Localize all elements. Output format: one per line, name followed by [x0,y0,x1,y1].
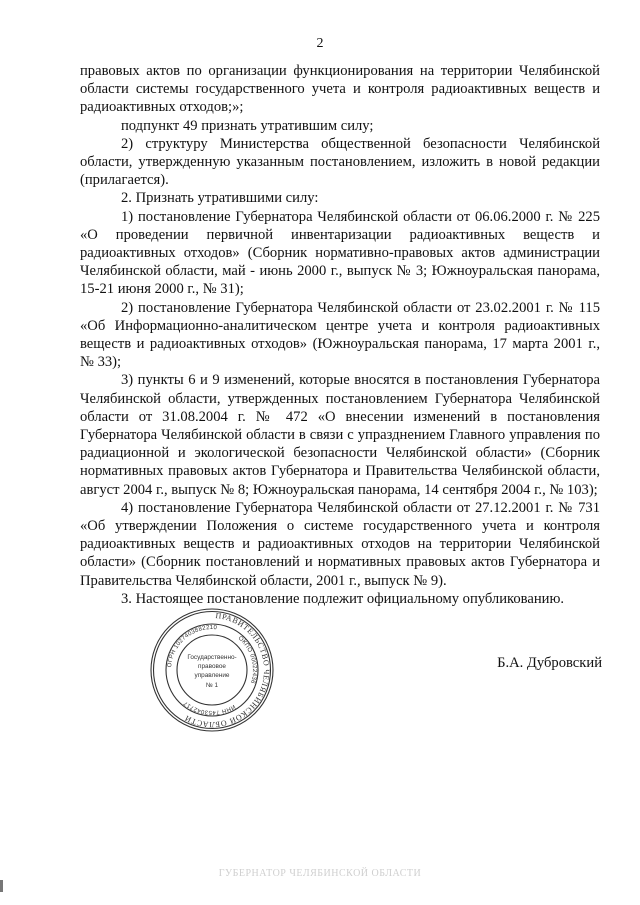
paragraph: 2) постановление Губернатора Челябинской области от 23.02.2001 г. № 115 «Об Информационно-аналитическом центре учета и контроля радиоактивных веществ и радиоактивных отходов» (Южноуральская панорама, 17 марта 2001 г., № 33); [80,299,600,371]
paragraph: правовых актов по организации функционирования на территории Челябинской области системы государственного учета и контроля радиоактивных веществ и радиоактивных отходов;»; [80,63,600,116]
svg-text:№ 1: № 1 [205,682,219,689]
svg-text:ИНН 7453042717: ИНН 7453042717 [182,699,236,716]
svg-text:ПРАВИТЕЛЬСТВО ЧЕЛЯБИНСКОЙ ОБЛА: ПРАВИТЕЛЬСТВО ЧЕЛЯБИНСКОЙ ОБЛАСТИ [182,611,272,730]
scan-edge-mark [0,880,3,892]
official-seal-stamp [148,606,276,734]
svg-text:ОГРН 1027403882210: ОГРН 1027403882210 [167,624,218,668]
document-body [80,62,600,608]
paragraph: 2) структуру Министерства общественной безопасности Челябинской области, утвержденную указанным постановлением, изложить в новой редакции (прилагается). [80,135,600,189]
paragraph: подпункт 49 признать утратившим силу; [121,117,374,134]
paragraph: 3) пункты 6 и 9 изменений, которые вносятся в постановления Губернатора Челябинской области, утвержденных постановлением Губернатора Челябинской области от 31.08.2004 г. № 472 «О внесении изменений в постановления Губернатора Челябинской области в связи с упразднением Главного управления по радиационной и экологической безопасности Челябинской области» (Сборник нормативных правовых актов Губернатора и Правительства Челябинской области, август 2004 г., выпуск № 8; Южноуральская панорама, 14 сентября 2004 г., № 103); [80,372,600,498]
svg-text:управление: управление [194,672,230,679]
paragraph: 4) постановление Губернатора Челябинской области от 27.12.2001 г. № 731 «Об утверждении Положения о системе государственного учета и контроля радиоактивных веществ и радиоактивных отходов на территории Челябинской области» (Сборник постановлений и нормативных правовых актов Губернатора и Правительства Челябинской области, 2001 г., выпуск № 9). [80,499,600,589]
page-footer: ГУБЕРНАТОР ЧЕЛЯБИНСКОЙ ОБЛАСТИ [218,868,422,879]
page-number: 2 [316,36,324,51]
svg-text:правовое: правовое [198,663,226,670]
signature-name: Б.А. Дубровский [497,655,602,671]
paragraph: 2. Признать утратившими силу: [121,190,319,207]
svg-text:ОКПО 00022436: ОКПО 00022436 [236,635,258,685]
paragraph: 3. Настоящее постановление подлежит официальному опубликованию. [121,590,565,607]
paragraph: 1) постановление Губернатора Челябинской области от 06.06.2000 г. № 225 «О проведении первичной инвентаризации радиоактивных веществ и радиоактивных отходов» (Сборник нормативно-правовых актов администрации Челябинской области, май - июнь 2000 г., выпуск № 3; Южноуральская панорама, 15-21 июня 2000 г., № 31); [80,208,600,298]
svg-text:Государственно-: Государственно- [187,654,237,661]
